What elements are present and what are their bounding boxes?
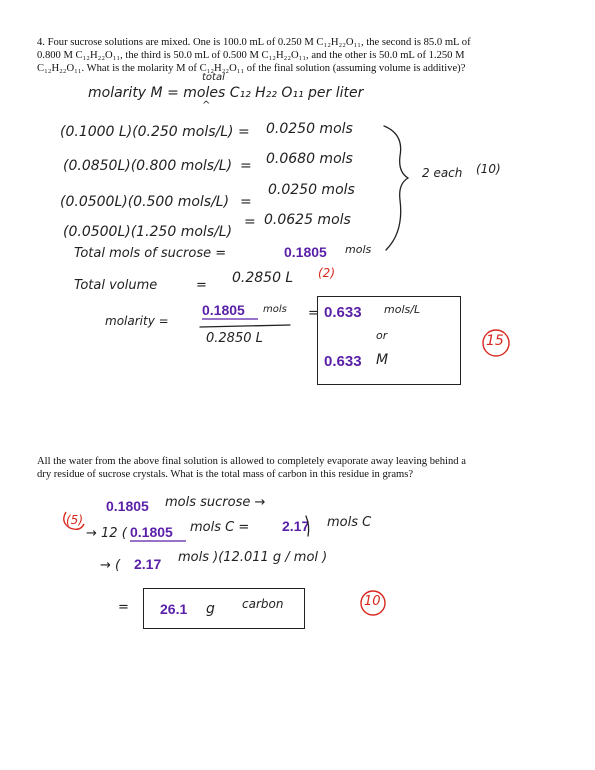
fraction-numerator: 0.1805 bbox=[202, 302, 245, 318]
score-question-5: 10 bbox=[364, 594, 381, 609]
calc-2-rhs: 0.0680 mols bbox=[266, 151, 353, 167]
side-points: (5) bbox=[66, 513, 83, 527]
calc-3-eq: = bbox=[240, 194, 252, 210]
line-4-eq: = bbox=[118, 600, 129, 615]
question-4-line-2: 0.800 M C₁₂H₂₂O₁₁, the third is 50.0 mL of 0.500 M C₁₂H₂₂O₁₁, and the other is 50.0 mL of 1.250 M bbox=[37, 50, 465, 61]
fraction-bar bbox=[200, 325, 290, 327]
calc-1-eq: = bbox=[238, 124, 250, 140]
each-points: (10) bbox=[476, 162, 501, 176]
calc-2-lhs: (0.0850L)(0.800 mols/L) bbox=[63, 158, 233, 174]
question-4-line-1: 4. Four sucrose solutions are mixed. One is 100.0 mL of 0.250 M C₁₂H₂₂O₁₁, the second is 85.0 mL of bbox=[37, 37, 471, 48]
molarity-definition: molarity M = moles C₁₂ H₂₂ O₁₁ per liter bbox=[88, 85, 364, 101]
calc-1-rhs: 0.0250 mols bbox=[266, 121, 353, 137]
line-2-value: 0.1805 bbox=[130, 524, 173, 540]
result-1-value: 0.633 bbox=[324, 304, 362, 321]
answer-value: 26.1 bbox=[160, 601, 188, 617]
total-volume-eq: = bbox=[196, 278, 207, 293]
answer-box-5 bbox=[143, 588, 305, 629]
line-1-text: mols sucrose → bbox=[165, 495, 266, 510]
score-question-4: 15 bbox=[486, 333, 504, 349]
calc-4-lhs: (0.0500L)(1.250 mols/L) bbox=[63, 224, 233, 240]
line-2-mid: mols C = bbox=[190, 520, 250, 535]
calc-4-rhs: 0.0625 mols bbox=[264, 212, 351, 228]
answer-label: carbon bbox=[242, 597, 284, 611]
fraction-denominator: 0.2850 L bbox=[206, 331, 263, 346]
answer-box-4 bbox=[317, 296, 461, 385]
calc-3-lhs: (0.0500L)(0.500 mols/L) bbox=[60, 194, 230, 210]
or-text: or bbox=[376, 329, 388, 342]
brace-bracket bbox=[384, 126, 408, 250]
total-moles-label: Total mols of sucrose = bbox=[74, 246, 227, 261]
question-5-line-1: All the water from the above final solution is allowed to completely evaporate away leaving behind a bbox=[37, 456, 466, 467]
line-2-unit: mols C bbox=[327, 515, 372, 530]
result-2-value: 0.633 bbox=[324, 353, 362, 370]
calc-3-rhs: 0.0250 mols bbox=[268, 182, 355, 198]
total-note: total bbox=[202, 72, 225, 83]
fraction-numerator-unit: mols bbox=[263, 304, 287, 315]
calc-2-eq: = bbox=[240, 158, 252, 174]
line-2-prefix: → 12 ( bbox=[86, 526, 127, 541]
per-mark: ^ bbox=[202, 100, 211, 111]
total-moles-unit: mols bbox=[345, 243, 372, 256]
result-eq: = bbox=[308, 306, 319, 321]
molarity-label: molarity = bbox=[105, 314, 169, 328]
line-3-text: mols )(12.011 g / mol ) bbox=[178, 550, 328, 565]
calc-1-lhs: (0.1000 L)(0.250 mols/L) bbox=[60, 124, 234, 140]
line-1-value: 0.1805 bbox=[106, 498, 149, 514]
total-volume-label: Total volume bbox=[74, 278, 158, 293]
answer-unit: g bbox=[206, 601, 215, 617]
line-2-result: 2.17 bbox=[282, 518, 310, 534]
result-2-unit: M bbox=[376, 352, 389, 368]
line-3-value: 2.17 bbox=[134, 556, 162, 572]
line-3-prefix: → ( bbox=[100, 558, 121, 573]
each-note: 2 each bbox=[422, 166, 463, 180]
calc-4-eq: = bbox=[244, 214, 256, 230]
result-1-unit: mols/L bbox=[384, 303, 421, 316]
total-volume-value: 0.2850 L bbox=[232, 270, 294, 286]
question-4-line-3: C₁₂H₂₂O₁₁. What is the molarity M of C₁₂H₂₂O₁₁ of the final solution (assuming volume is additive)? bbox=[37, 63, 466, 74]
question-5-line-2: dry residue of sucrose crystals. What is the total mass of carbon in this residue in grams? bbox=[37, 469, 414, 480]
total-moles-value: 0.1805 bbox=[284, 244, 327, 260]
total-volume-points: (2) bbox=[318, 266, 335, 280]
